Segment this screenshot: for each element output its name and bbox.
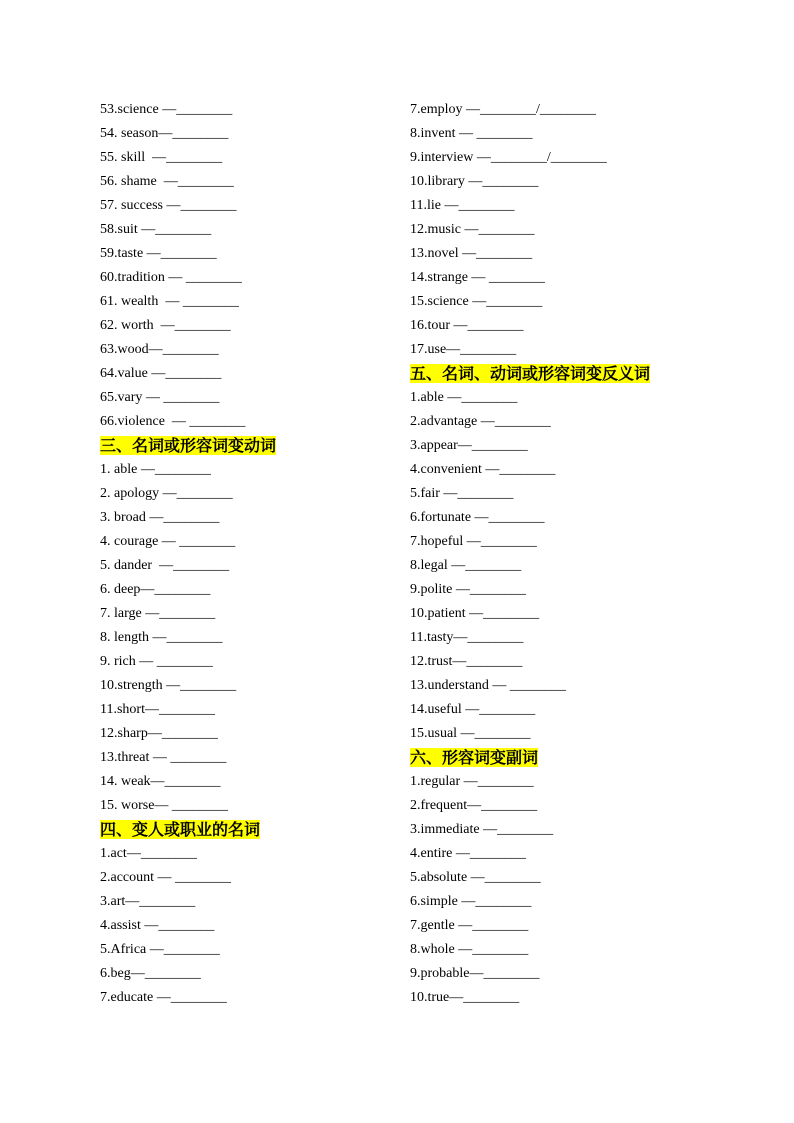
exercise-item: 10.library —________ — [410, 174, 539, 189]
exercise-item: 5.Africa —________ — [100, 942, 220, 957]
exercise-item: 3. broad —________ — [100, 510, 220, 525]
exercise-item: 7.gentle —________ — [410, 918, 529, 933]
section-heading-text: 三、名词或形容词变动词 — [100, 436, 277, 455]
exercise-item: 6.beg—________ — [100, 966, 201, 981]
exercise-item: 11.lie —________ — [410, 198, 515, 213]
exercise-item: 1.able —________ — [410, 390, 518, 405]
exercise-item: 1.act—________ — [100, 846, 197, 861]
exercise-item: 5. dander —________ — [100, 558, 230, 573]
exercise-item: 15. worse— ________ — [100, 798, 228, 813]
exercise-item: 7. large —________ — [100, 606, 216, 621]
exercise-item: 2.account — ________ — [100, 870, 232, 885]
exercise-item: 11.tasty—________ — [410, 630, 524, 645]
exercise-item: 10.true—________ — [410, 990, 520, 1005]
exercise-item: 9. rich — ________ — [100, 654, 213, 669]
exercise-item: 13.threat — ________ — [100, 750, 227, 765]
exercise-item: 8.invent — ________ — [410, 126, 533, 141]
section-heading — [100, 818, 400, 842]
exercise-item: 6.simple —________ — [410, 894, 532, 909]
exercise-item: 1. able —________ — [100, 462, 211, 477]
exercise-item: 11.short—________ — [100, 702, 215, 717]
exercise-item: 54. season—________ — [100, 126, 229, 141]
exercise-item: 15.usual —________ — [410, 726, 531, 741]
exercise-item: 7.hopeful —________ — [410, 534, 537, 549]
exercise-item: 14.useful —________ — [410, 702, 536, 717]
exercise-item: 4.convenient —________ — [410, 462, 556, 477]
exercise-item: 2.advantage —________ — [410, 414, 551, 429]
exercise-item: 3.appear—________ — [410, 438, 528, 453]
exercise-item: 65.vary — ________ — [100, 390, 220, 405]
exercise-item: 63.wood—________ — [100, 342, 219, 357]
exercise-item: 1.regular —________ — [410, 774, 534, 789]
exercise-item: 9.polite —________ — [410, 582, 526, 597]
section-heading — [410, 362, 780, 386]
exercise-item: 4.assist —________ — [100, 918, 215, 933]
exercise-item: 58.suit —________ — [100, 222, 212, 237]
section-heading — [100, 434, 400, 458]
exercise-item: 6. deep—________ — [100, 582, 211, 597]
exercise-item: 62. worth —________ — [100, 318, 231, 333]
section-heading-text: 六、形容词变副词 — [410, 748, 539, 767]
exercise-item: 12.sharp—________ — [100, 726, 218, 741]
exercise-item: 3.immediate —________ — [410, 822, 554, 837]
exercise-item: 4. courage — ________ — [100, 534, 236, 549]
exercise-item: 12.music —________ — [410, 222, 535, 237]
exercise-item: 17.use—________ — [410, 342, 517, 357]
exercise-item: 61. wealth — ________ — [100, 294, 239, 309]
exercise-item: 6.fortunate —________ — [410, 510, 545, 525]
exercise-item: 9.interview —________/________ — [410, 150, 607, 165]
exercise-item: 8.whole —________ — [410, 942, 529, 957]
exercise-item: 7.educate —________ — [100, 990, 227, 1005]
exercise-item: 10.patient —________ — [410, 606, 540, 621]
exercise-item: 14. weak—________ — [100, 774, 221, 789]
exercise-item: 13.understand — ________ — [410, 678, 566, 693]
exercise-item: 13.novel —________ — [410, 246, 533, 261]
exercise-item: 2. apology —________ — [100, 486, 233, 501]
left-column — [100, 98, 400, 1010]
section-heading-text: 四、变人或职业的名词 — [100, 820, 261, 839]
exercise-item: 60.tradition — ________ — [100, 270, 242, 285]
exercise-item: 8. length —________ — [100, 630, 223, 645]
exercise-item: 5.fair —________ — [410, 486, 514, 501]
exercise-item: 53.science —________ — [100, 102, 233, 117]
exercise-item: 2.frequent—________ — [410, 798, 538, 813]
exercise-item: 10.strength —________ — [100, 678, 237, 693]
exercise-item: 3.art—________ — [100, 894, 196, 909]
exercise-item: 4.entire —________ — [410, 846, 526, 861]
right-column — [410, 98, 780, 1010]
exercise-item: 7.employ —________/________ — [410, 102, 596, 117]
exercise-item: 5.absolute —________ — [410, 870, 541, 885]
exercise-item: 56. shame —________ — [100, 174, 234, 189]
exercise-item: 66.violence — ________ — [100, 414, 246, 429]
section-heading-text: 五、名词、动词或形容词变反义词 — [410, 364, 651, 383]
exercise-item: 12.trust—________ — [410, 654, 523, 669]
section-heading — [410, 746, 780, 770]
exercise-item: 55. skill —________ — [100, 150, 223, 165]
exercise-item: 59.taste —________ — [100, 246, 217, 261]
exercise-item: 9.probable—________ — [410, 966, 540, 981]
exercise-item: 64.value —________ — [100, 366, 222, 381]
exercise-item: 57. success —________ — [100, 198, 237, 213]
exercise-item: 16.tour —________ — [410, 318, 524, 333]
exercise-item: 15.science —________ — [410, 294, 543, 309]
exercise-item: 8.legal —________ — [410, 558, 522, 573]
exercise-item: 14.strange — ________ — [410, 270, 545, 285]
